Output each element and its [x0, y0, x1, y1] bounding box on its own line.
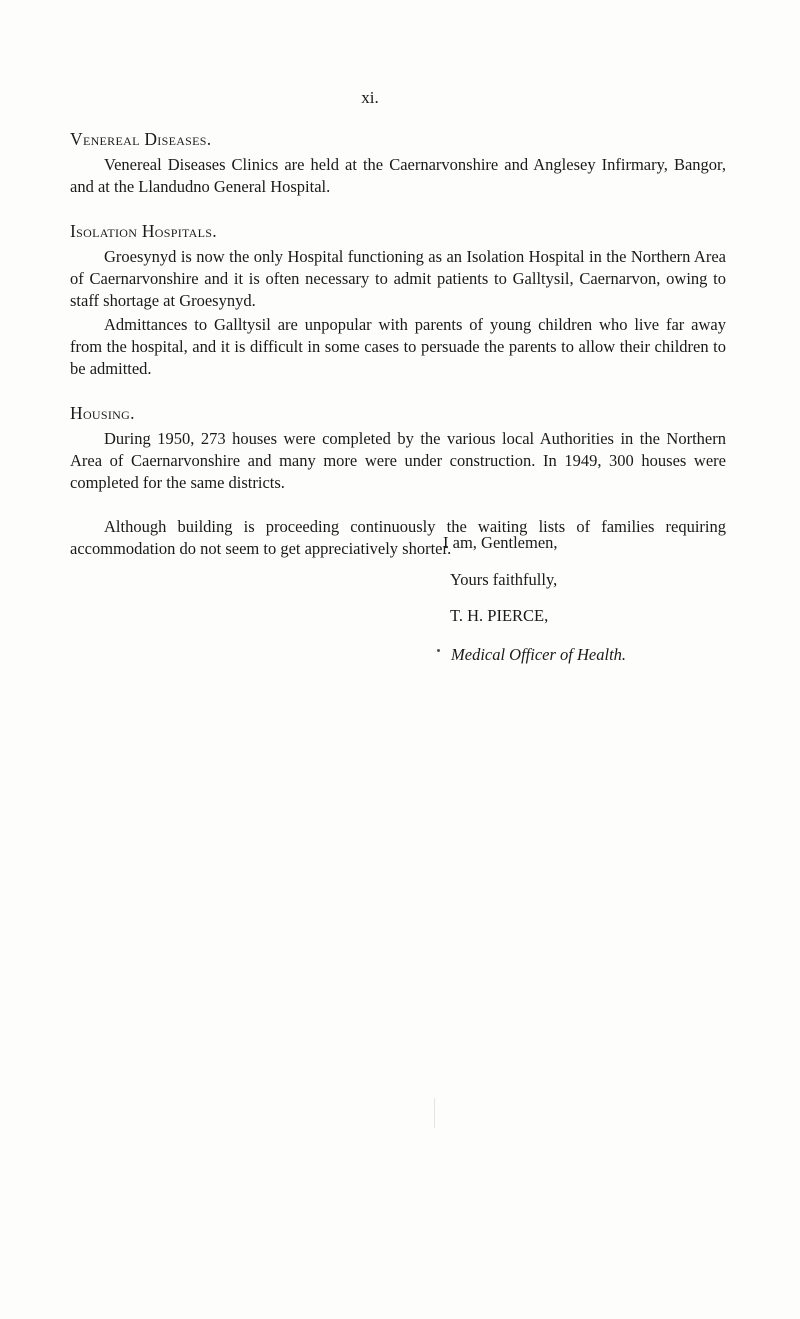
section-isolation-hospitals [70, 220, 726, 380]
section-housing [70, 402, 726, 560]
page-number: xi. [361, 88, 379, 107]
ink-speck [437, 649, 440, 652]
section-venereal-diseases [70, 128, 726, 198]
paragraph: Venereal Diseases Clinics are held at the Caernarvonshire and Anglesey Infirmary, Bangor, and at the Llandudno General Hospital. [70, 155, 726, 196]
signatory-name: T. H. PIERCE, [450, 606, 549, 625]
section-heading: Isolation Hospitals. [70, 221, 217, 241]
section-heading: Housing. [70, 403, 135, 423]
closing-salutation: I am, Gentlemen, [443, 533, 558, 552]
closing-valediction: Yours faithfully, [450, 570, 558, 589]
paragraph: Groesynyd is now the only Hospital functioning as an Isolation Hospital in the Northern Area of Caernarvonshire and it is often necessary to admit patients to Galltysil, Caernarvon, owing to staff shortage at Groesynyd. [70, 247, 726, 310]
paragraph: During 1950, 273 houses were completed by the various local Authorities in the Northern Area of Caernarvonshire and many more were under construction. In 1949, 300 houses were completed for the same districts. [70, 429, 726, 492]
paper-mark [434, 1098, 435, 1128]
report-body [70, 128, 726, 560]
section-heading: Venereal Diseases. [70, 129, 212, 149]
paragraph: Admittances to Galltysil are unpopular with parents of young children who live far away from the hospital, and it is difficult in some cases to persuade the parents to allow their children to be admitted. [70, 315, 726, 378]
signatory-title: Medical Officer of Health. [451, 645, 627, 664]
paragraph: Although building is proceeding continuously the waiting lists of families requiring accommodation do not seem to get appreciatively shorter. [70, 517, 726, 558]
